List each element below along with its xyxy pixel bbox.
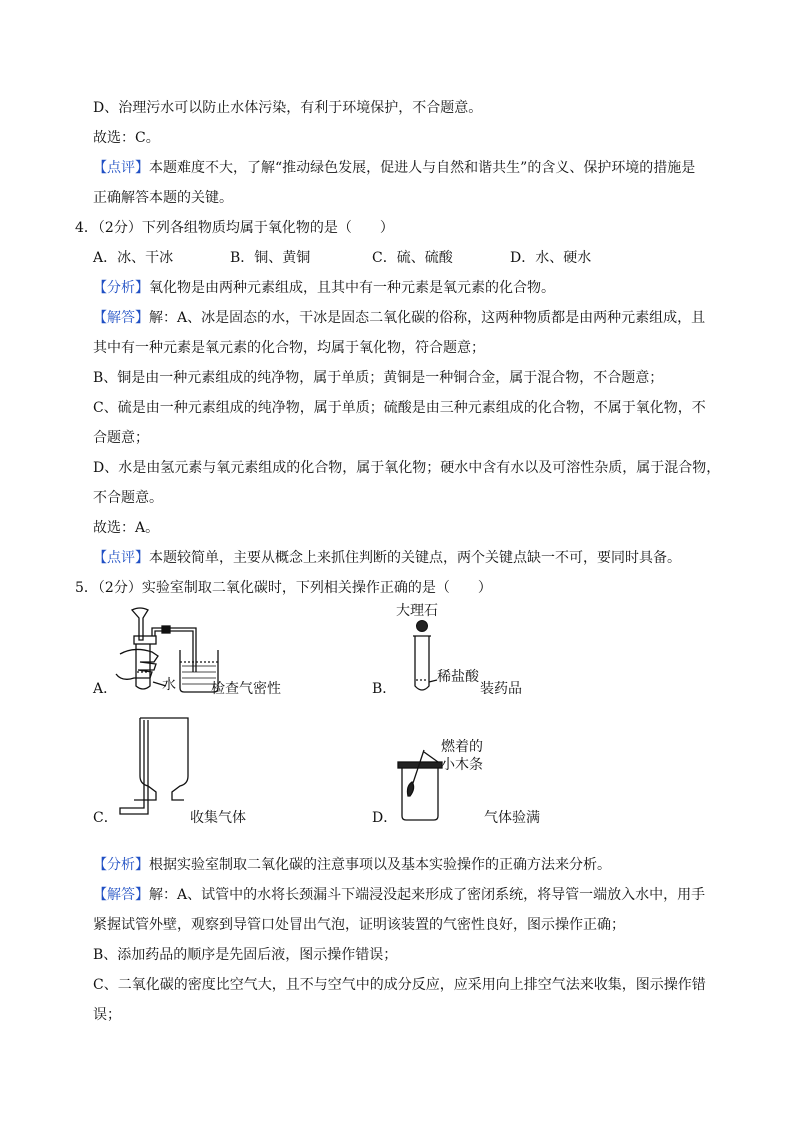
analysis-text: 氧化物是由两种元素组成，且其中有一种元素是氧元素的化合物。 xyxy=(149,280,555,296)
q5-b-caption: 装药品 xyxy=(480,681,522,697)
q5-d-stick-label-line2: 小木条 xyxy=(441,757,483,773)
analysis-text: 根据实验室制取二氧化碳的注意事项以及基本实验操作的正确方法来分析。 xyxy=(149,857,611,873)
text-line: B、添加药品的顺序是先固后液，图示操作错误； xyxy=(93,947,398,963)
text-line: 不合题意。 xyxy=(93,490,163,506)
analysis-line xyxy=(93,278,555,298)
comment-text: 本题难度不大，了解“推动绿色发展，促进人与自然和谐共生”的含义、保护环境的措施是 xyxy=(149,160,696,176)
answer-line xyxy=(93,308,705,328)
comment-tag: 【点评】 xyxy=(93,550,149,566)
gas-collection-figure xyxy=(118,712,198,816)
answer-text: 解：A、试管中的水将长颈漏斗下端浸没起来形成了密闭系统，将导管一端放入水中，用手 xyxy=(149,887,706,903)
text-line: 正确解答本题的关键。 xyxy=(93,190,233,206)
question-5-stem: 5．（2分）实验室制取二氧化碳时，下列相关操作正确的是（ ） xyxy=(75,580,492,596)
analysis-line xyxy=(93,855,611,875)
text-line: D、水是由氢元素与氧元素组成的化合物，属于氧化物；硬水中含有水以及可溶性杂质，属于混合物， xyxy=(93,460,721,476)
q4-option-b: B．铜、黄铜 xyxy=(230,250,311,266)
q5-b-acid-label: 稀盐酸 xyxy=(437,669,479,685)
q5-d-stick-label-line1: 燃着的 xyxy=(441,739,483,755)
q4-option-d: D．水、硬水 xyxy=(510,250,592,266)
text-line: 故选：A。 xyxy=(93,520,160,536)
analysis-tag: 【分析】 xyxy=(93,280,149,296)
text-line: 误； xyxy=(93,1007,121,1023)
comment-text: 本题较简单，主要从概念上来抓住判断的关键点，两个关键点缺一不可，要同时具备。 xyxy=(149,550,681,566)
answer-tag: 【解答】 xyxy=(93,887,149,903)
q4-option-a: A．冰、干冰 xyxy=(93,250,174,266)
q5-option-c-label: C． xyxy=(93,810,118,826)
q5-d-caption: 气体验满 xyxy=(484,810,540,826)
text-line: 故选：C。 xyxy=(93,130,160,146)
text-line: D、治理污水可以防止水体污染，有利于环境保护，不合题意。 xyxy=(93,100,483,116)
text-line: B、铜是由一种元素组成的纯净物，属于单质；黄铜是一种铜合金，属于混合物，不合题意； xyxy=(93,370,664,386)
text-line: C、二氧化碳的密度比空气大，且不与空气中的成分反应，应采用向上排空气法来收集，图示操作错 xyxy=(93,977,706,993)
text-line: 其中有一种元素是氧元素的化合物，均属于氧化物，符合题意； xyxy=(93,340,485,356)
answer-text: 解：A、冰是固态的水，干冰是固态二氧化碳的俗称，这两种物质都是由两种元素组成，且 xyxy=(149,310,706,326)
text-line: 紧握试管外壁，观察到导管口处冒出气泡，证明该装置的气密性良好，图示操作正确； xyxy=(93,917,625,933)
q5-a-water-label: 水 xyxy=(162,677,176,693)
q4-option-c: C．硫、硫酸 xyxy=(372,250,453,266)
q5-b-marble-label: 大理石 xyxy=(396,603,438,619)
answer-line xyxy=(93,885,705,905)
q5-option-b-label: B． xyxy=(372,681,397,697)
question-4-stem: 4．（2分）下列各组物质均属于氧化物的是（ ） xyxy=(75,220,394,236)
comment-line xyxy=(93,548,681,568)
q5-c-caption: 收集气体 xyxy=(190,810,246,826)
test-tube-figure xyxy=(405,618,445,698)
answer-tag: 【解答】 xyxy=(93,310,149,326)
comment-line xyxy=(93,158,695,178)
text-line: 合题意； xyxy=(93,430,149,446)
test-tube-drawing xyxy=(405,618,445,698)
q5-a-caption: 检查气密性 xyxy=(211,681,281,697)
q5-option-d-label: D． xyxy=(372,810,398,826)
inverted-bottle-drawing xyxy=(118,712,198,816)
analysis-tag: 【分析】 xyxy=(93,857,149,873)
comment-tag: 【点评】 xyxy=(93,160,149,176)
text-line: C、硫是由一种元素组成的纯净物，属于单质；硫酸是由三种元素组成的化合物，不属于氧化物，不 xyxy=(93,400,706,416)
q5-option-a-label: A． xyxy=(93,681,118,697)
